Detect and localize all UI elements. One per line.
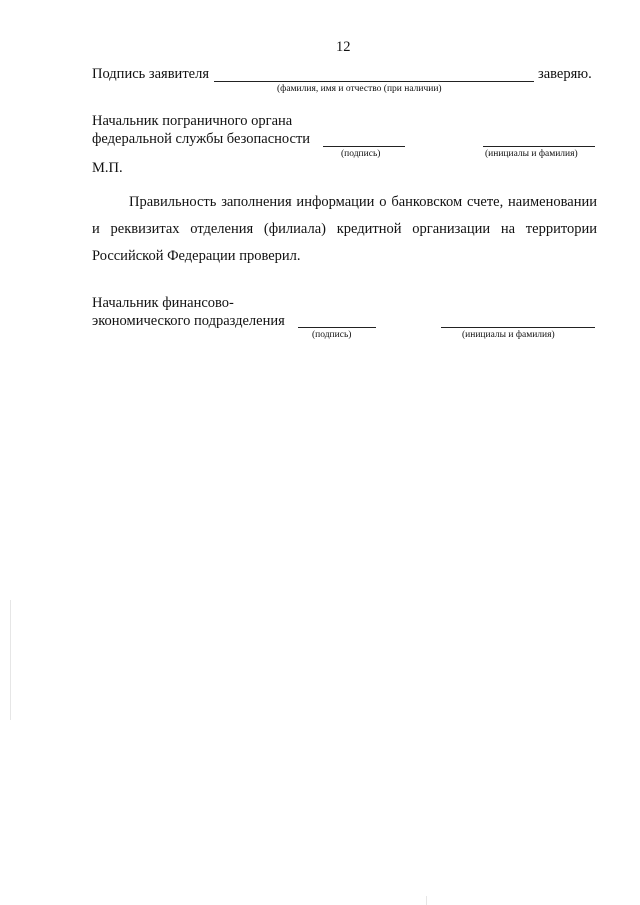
border-chief-signature-caption: (подпись): [341, 149, 381, 159]
page-number: 12: [336, 39, 351, 55]
page-edge-bottom: [426, 896, 427, 905]
finance-chief-signature-line: [298, 327, 376, 328]
verification-paragraph: Правильность заполнения информации о банковском счете, наименовании и реквизитах отделения (филиала) кредитной организации на территории Российской Федерации проверил.: [92, 194, 597, 264]
applicant-name-line: [214, 81, 534, 82]
finance-chief-title-line1: Начальник финансово-: [92, 295, 234, 311]
border-chief-initials-caption: (инициалы и фамилия): [485, 149, 578, 159]
finance-chief-title-line2: экономического подразделения: [92, 313, 285, 329]
certify-word: заверяю.: [538, 66, 592, 82]
applicant-name-caption: (фамилия, имя и отчество (при наличии): [277, 84, 442, 94]
applicant-signature-label: Подпись заявителя: [92, 66, 209, 82]
seal-place-label: М.П.: [92, 160, 123, 176]
page-edge-left: [10, 600, 11, 720]
border-chief-initials-line: [483, 146, 595, 147]
border-chief-signature-line: [323, 146, 405, 147]
finance-chief-signature-caption: (подпись): [312, 330, 352, 340]
finance-chief-initials-caption: (инициалы и фамилия): [462, 330, 555, 340]
border-chief-title-line1: Начальник пограничного органа: [92, 113, 293, 129]
border-chief-title-line2: федеральной службы безопасности: [92, 131, 311, 147]
finance-chief-initials-line: [441, 327, 595, 328]
